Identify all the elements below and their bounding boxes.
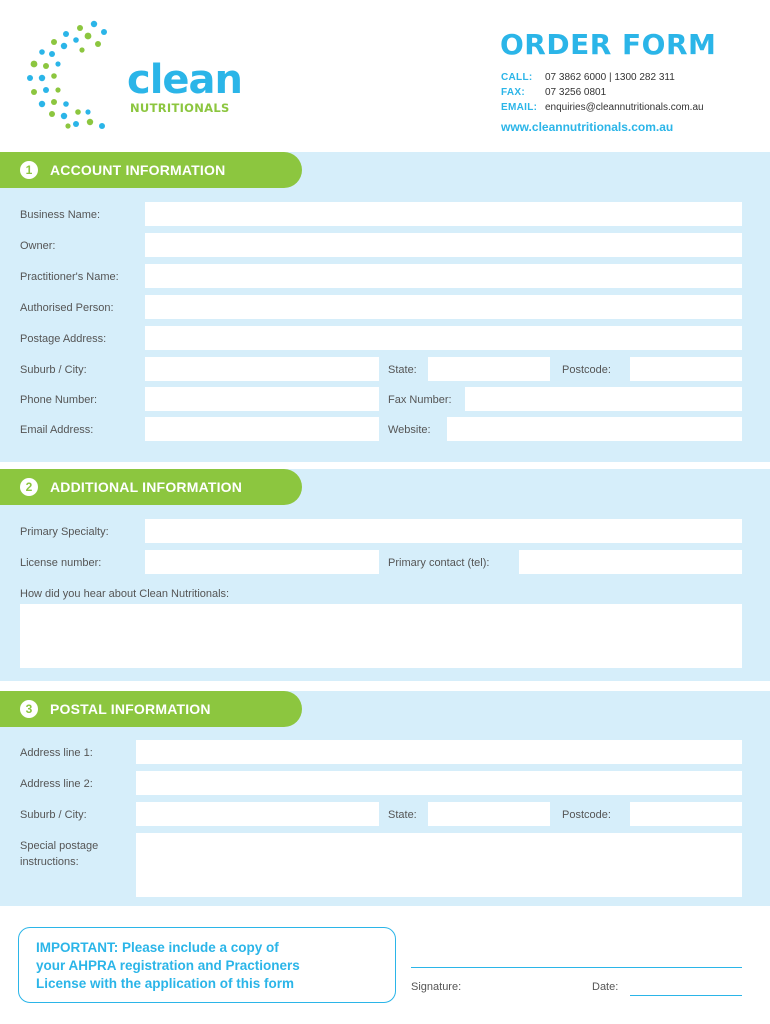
fax-number-input[interactable] — [465, 387, 742, 411]
label-state: State: — [388, 809, 417, 821]
postal-information-section — [0, 691, 770, 906]
address-line-1-input[interactable] — [136, 740, 742, 764]
business-name-input[interactable] — [145, 202, 742, 226]
logo-wordmark: clean — [127, 57, 243, 103]
label-fax-number: Fax Number: — [388, 394, 452, 406]
special-postage-instructions-textarea[interactable] — [136, 833, 742, 897]
section-number: 2 — [20, 478, 38, 496]
important-line: IMPORTANT: Please include a copy of — [36, 940, 279, 955]
logo-subtitle: NUTRITIONALS — [130, 101, 230, 115]
label-postage-address: Postage Address: — [20, 333, 107, 345]
label-primary-specialty: Primary Specialty: — [20, 526, 109, 538]
important-line: your AHPRA registration and Practioners — [36, 958, 300, 973]
label-special-postage: Special postage — [20, 840, 99, 852]
postage-address-input[interactable] — [145, 326, 742, 350]
label-address-line-2: Address line 2: — [20, 778, 93, 790]
authorised-person-input[interactable] — [145, 295, 742, 319]
contact-details — [501, 70, 704, 115]
label-postcode: Postcode: — [562, 809, 611, 821]
label-website: Website: — [388, 424, 431, 436]
label-date: Date: — [592, 981, 619, 993]
section-number: 1 — [20, 161, 38, 179]
label-owner: Owner: — [20, 240, 56, 252]
label-suburb-city: Suburb / City: — [20, 809, 87, 821]
label-license-number: License number: — [20, 557, 102, 569]
label-signature: Signature: — [411, 981, 462, 993]
label-how-did-you-hear: How did you hear about Clean Nutritionals: — [20, 588, 230, 600]
logo-dots-icon — [20, 18, 130, 133]
license-number-input[interactable] — [145, 550, 379, 574]
owner-input[interactable] — [145, 233, 742, 257]
website-input[interactable] — [447, 417, 742, 441]
section-header — [0, 691, 302, 727]
account-information-section — [0, 152, 770, 462]
website-link[interactable]: www.cleannutritionals.com.au — [501, 120, 674, 134]
label-practitioner-name: Practitioner's Name: — [20, 271, 119, 283]
primary-contact-input[interactable] — [519, 550, 742, 574]
company-logo — [20, 18, 243, 133]
how-did-you-hear-textarea[interactable] — [20, 604, 742, 668]
postal-state-input[interactable] — [428, 802, 550, 826]
label-authorised-person: Authorised Person: — [20, 302, 114, 314]
label-primary-contact: Primary contact (tel): — [388, 557, 490, 569]
primary-specialty-input[interactable] — [145, 519, 742, 543]
section-title: POSTAL INFORMATION — [50, 701, 211, 717]
contact-email: EMAIL: enquiries@cleannutritionals.com.au — [501, 102, 704, 113]
section-number: 3 — [20, 700, 38, 718]
postcode-input[interactable] — [630, 357, 742, 381]
label-postcode: Postcode: — [562, 364, 611, 376]
state-input[interactable] — [428, 357, 550, 381]
label-phone-number: Phone Number: — [20, 394, 98, 406]
postal-postcode-input[interactable] — [630, 802, 742, 826]
postal-suburb-city-input[interactable] — [136, 802, 379, 826]
section-title: ADDITIONAL INFORMATION — [50, 479, 243, 495]
email-address-input[interactable] — [145, 417, 379, 441]
contact-fax: FAX: 07 3256 0801 — [501, 87, 607, 98]
date-line[interactable] — [630, 995, 742, 996]
signature-line[interactable] — [411, 967, 742, 968]
label-state: State: — [388, 364, 417, 376]
suburb-city-input[interactable] — [145, 357, 379, 381]
practitioner-name-input[interactable] — [145, 264, 742, 288]
address-line-2-input[interactable] — [136, 771, 742, 795]
important-line: License with the application of this form — [36, 976, 295, 991]
label-suburb-city: Suburb / City: — [20, 364, 87, 376]
page-title: ORDER FORM — [500, 28, 717, 61]
section-header — [0, 152, 302, 188]
label-address-line-1: Address line 1: — [20, 747, 93, 759]
important-notice — [18, 927, 396, 1003]
label-special-instructions: instructions: — [20, 856, 79, 868]
label-email-address: Email Address: — [20, 424, 94, 436]
additional-information-section — [0, 469, 770, 681]
contact-call: CALL: 07 3862 6000 | 1300 282 311 — [501, 72, 675, 83]
label-business-name: Business Name: — [20, 209, 101, 221]
phone-number-input[interactable] — [145, 387, 379, 411]
section-header — [0, 469, 302, 505]
section-title: ACCOUNT INFORMATION — [50, 162, 226, 178]
